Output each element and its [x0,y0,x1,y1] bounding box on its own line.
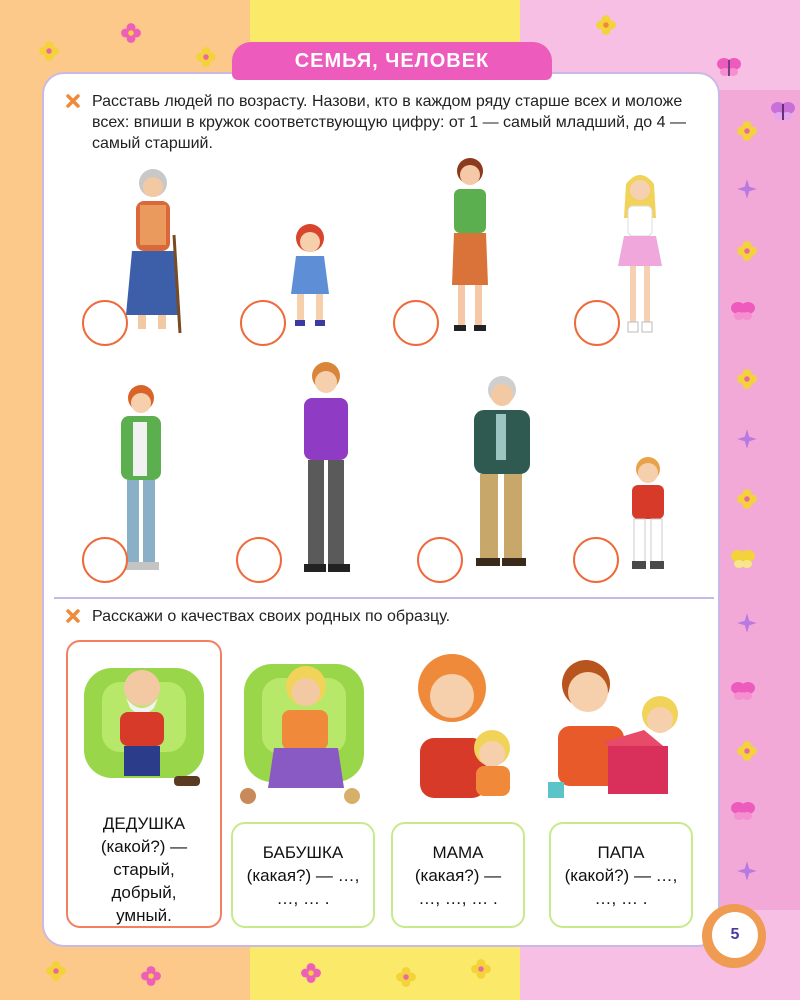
woman-figure [440,155,500,337]
flower-icon [595,14,617,36]
flower-icon [736,178,758,200]
little-boy-figure [622,455,672,577]
flower-icon [45,960,67,982]
relative-card-mother [391,822,525,928]
answer-circle[interactable] [236,537,282,583]
section-divider [54,597,714,599]
card-relative-name: ПАПА [597,842,645,862]
flower-icon [140,965,162,987]
sample-caption [68,812,220,927]
flower-icon [395,966,417,988]
father-reading-illustration [548,650,688,808]
man-figure [290,360,362,578]
answer-circle[interactable] [240,300,286,346]
grandmother-armchair-illustration [234,648,374,808]
flower-icon [38,40,60,62]
page-number: 5 [712,912,758,958]
relative-card-father [549,822,693,928]
flower-icon [736,860,758,882]
answer-circle[interactable] [573,537,619,583]
page-title: СЕМЬЯ, ЧЕЛОВЕК [294,49,490,72]
flower-icon [736,488,758,510]
butterfly-icon [730,548,756,570]
card-quality: добрый, [111,883,177,902]
butterfly-icon [716,56,742,78]
card-question: (какая?) — …, [246,865,360,885]
card-blanks: …, … . [276,888,330,908]
butterfly-icon [770,100,796,122]
flower-icon [736,368,758,390]
flower-icon [736,612,758,634]
answer-circle[interactable] [417,537,463,583]
flower-icon [736,740,758,762]
card-question: (какая?) — [414,865,502,885]
card-blanks: …, … . [594,888,648,908]
card-question: (какой?) — …, [564,865,678,885]
elderly-woman-figure [118,165,188,335]
teen-girl-figure [612,170,668,338]
butterfly-icon [730,680,756,702]
task2-instructions: Расскажи о качествах своих родных по образцу. [92,608,451,625]
answer-circle[interactable] [393,300,439,346]
answer-circle[interactable] [82,537,128,583]
card-blanks: …, …, … . [418,888,498,908]
card-quality: умный. [116,906,172,925]
card-question: (какой?) — [100,837,188,856]
card-relative-name: ДЕДУШКА [102,814,186,833]
header-banner [232,42,552,80]
card-relative-name: МАМА [432,842,484,862]
cross-bullet-icon [66,94,80,108]
flower-icon [300,962,322,984]
elderly-man-figure [460,372,540,572]
task1-instructions: Расставь людей по возрасту. Назови, кто в каждом ряду старше всех и моложе всех: впиши в кружок соответствующую цифру: от 1 — самый младший, до 4 — самый старший. [92,93,686,152]
butterfly-icon [730,800,756,822]
flower-icon [195,46,217,68]
answer-circle[interactable] [82,300,128,346]
card-quality: старый, [113,860,175,879]
little-girl-figure [285,222,335,332]
answer-circle[interactable] [574,300,620,346]
flower-icon [120,22,142,44]
cross-bullet-icon [66,609,80,623]
grandfather-armchair-illustration [74,648,214,798]
relative-card-grandmother [231,822,375,928]
butterfly-icon [730,300,756,322]
card-relative-name: БАБУШКА [262,842,344,862]
mother-with-baby-illustration [398,648,528,806]
flower-icon [470,958,492,980]
flower-icon [736,120,758,142]
flower-icon [736,428,758,450]
flower-icon [736,240,758,262]
